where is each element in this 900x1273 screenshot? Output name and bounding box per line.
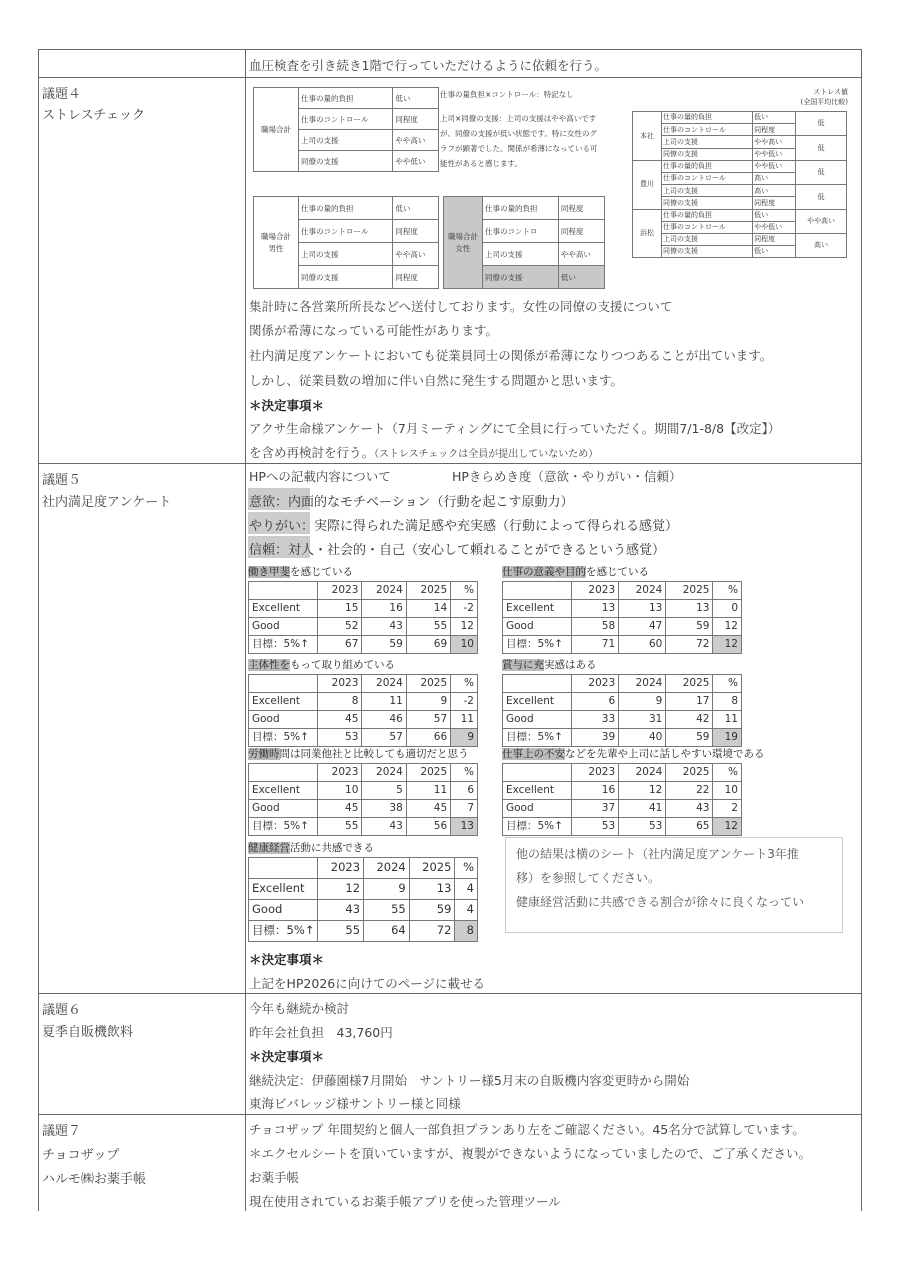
agenda5-sub: 社内満足度アンケート <box>42 495 172 510</box>
value-cell: 66 <box>406 729 450 747</box>
column-header: 2024 <box>619 764 666 782</box>
value-cell: 13 <box>619 600 666 618</box>
agenda4-p1: 集計時に各営業所所長などへ送付しております。女性の同僚の支援について <box>249 299 673 314</box>
stress-level: 低 <box>796 160 847 184</box>
cell: 低い <box>753 112 796 124</box>
cell: 同程度 <box>753 197 796 209</box>
value-cell: 57 <box>406 711 450 729</box>
rule-top <box>38 49 862 50</box>
value-cell: 11 <box>362 693 406 711</box>
agenda4-label: 議題４ <box>42 87 82 102</box>
row-label: 目標：5%↑ <box>503 636 572 654</box>
header-blank <box>249 858 318 879</box>
cell: 上司の支援 <box>483 243 559 266</box>
value-cell: 10 <box>318 782 362 800</box>
cell: 仕事のコントロ <box>483 220 559 243</box>
stress-branch-table <box>632 111 847 258</box>
title-highlight: 健康経営 <box>248 842 290 854</box>
value-cell: 45 <box>406 800 450 818</box>
value-cell: 71 <box>572 636 619 654</box>
cell: 同程度 <box>558 197 604 220</box>
cell: 上司の支援 <box>299 130 393 151</box>
row-label: Excellent <box>249 782 318 800</box>
value-cell: 43 <box>318 900 364 921</box>
agenda6-l1: 今年も継続か検討 <box>249 1001 350 1016</box>
row-label: Good <box>249 800 318 818</box>
column-header: 2024 <box>362 675 406 693</box>
header-line: (全国平均比較) <box>800 98 848 106</box>
cell: やや低い <box>753 160 796 172</box>
cell: 低い <box>753 209 796 221</box>
row-label: Excellent <box>249 693 318 711</box>
value-cell: 56 <box>406 818 450 836</box>
agenda7-sub1: チョコザップ <box>42 1148 120 1163</box>
value-cell: 13 <box>451 818 478 836</box>
column-header: % <box>713 764 742 782</box>
cell: やや高い <box>393 130 439 151</box>
value-cell: 33 <box>572 711 619 729</box>
value-cell: 72 <box>409 921 455 942</box>
value-cell: 53 <box>318 729 362 747</box>
note-line: 能性があると感じます。 <box>440 159 522 168</box>
value-cell: 72 <box>666 636 713 654</box>
title-rest: もって取り組めている <box>290 659 395 671</box>
stress-table-total <box>253 87 439 172</box>
value-cell: 46 <box>362 711 406 729</box>
label1: 職場合計 <box>448 231 478 241</box>
value-cell: 42 <box>666 711 713 729</box>
value-cell: 22 <box>666 782 713 800</box>
title-highlight: 主体性を <box>248 659 290 671</box>
cell: 同程度 <box>393 109 439 130</box>
value-cell: 53 <box>572 818 619 836</box>
rule-agenda5 <box>38 463 862 464</box>
column-header: 2023 <box>572 582 619 600</box>
agenda7-sub2: ハルモ㈱お薬手帳 <box>42 1172 147 1187</box>
column-header: 2024 <box>619 582 666 600</box>
female-label <box>444 197 483 289</box>
agenda4-d1: アクサ生命様アンケート（7月ミーティングにて全員に行っていただく。期間7/1-8/8【改定】） <box>249 421 781 436</box>
value-cell: 8 <box>713 693 742 711</box>
cell: やや低い <box>753 148 796 160</box>
column-header: 2025 <box>406 764 450 782</box>
cell: 仕事の量的負担 <box>662 112 753 124</box>
survey-table-title <box>248 657 395 672</box>
cell: やや高い <box>393 243 439 266</box>
row-label: Good <box>503 800 572 818</box>
cell: 同程度 <box>753 233 796 245</box>
column-header: 2025 <box>409 858 455 879</box>
value-cell: 55 <box>318 921 364 942</box>
cell: 仕事の量的負担 <box>662 209 753 221</box>
value-cell: 45 <box>318 800 362 818</box>
value-cell: 39 <box>572 729 619 747</box>
agenda6-l4: 東海ビバレッジ様サントリー様と同様 <box>249 1096 461 1111</box>
value-cell: 43 <box>362 818 406 836</box>
value-cell: 43 <box>362 618 406 636</box>
value-cell: 7 <box>451 800 478 818</box>
header-blank <box>503 764 572 782</box>
title-rest: 間は同業他社と比較しても適切だと思う <box>279 748 469 760</box>
column-header: 2023 <box>318 675 362 693</box>
cell: 仕事のコントロール <box>299 109 393 130</box>
value-cell: 12 <box>318 879 364 900</box>
survey-table <box>502 674 742 747</box>
title-rest: を感じている <box>290 566 353 578</box>
value-cell: 67 <box>318 636 362 654</box>
value-cell: 12 <box>713 818 742 836</box>
column-header: 2024 <box>364 858 410 879</box>
value-cell: 53 <box>619 818 666 836</box>
reward-line: やりがい：実際に得られた満足感や充実感（行動によって得られる感覚） <box>249 519 679 534</box>
total-label: 職場合計 <box>254 88 299 172</box>
cell: 同程度 <box>753 124 796 136</box>
value-cell: 13 <box>409 879 455 900</box>
value-cell: 11 <box>406 782 450 800</box>
row-label: Good <box>249 618 318 636</box>
value-cell: 41 <box>619 800 666 818</box>
note-line: 上司×同僚の支援：上司の支援はやや高いです <box>440 114 597 123</box>
survey-table-title <box>502 564 649 579</box>
box-line: 他の結果は横のシート（社内満足度アンケート3年推 <box>516 847 799 861</box>
survey-table-title <box>502 746 765 761</box>
title-highlight: 仕事上の不安 <box>502 748 565 760</box>
column-header: % <box>713 582 742 600</box>
title-rest: を感じている <box>586 566 649 578</box>
survey-table-title <box>248 746 469 761</box>
note-line: 仕事の量負担×コントロール：特記なし <box>440 90 574 99</box>
label2: 男性 <box>268 243 284 253</box>
value-cell: 55 <box>364 900 410 921</box>
cell: 仕事のコントロール <box>662 221 753 233</box>
row-label: 目標：5%↑ <box>503 818 572 836</box>
header-blank <box>503 675 572 693</box>
value-cell: 10 <box>451 636 478 654</box>
value-cell: 9 <box>364 879 410 900</box>
value-cell: 14 <box>406 600 450 618</box>
branch-name: 浜松 <box>633 209 662 258</box>
value-cell: 13 <box>572 600 619 618</box>
row-label: 目標：5%↑ <box>249 729 318 747</box>
cell: 仕事の量的負担 <box>299 88 393 109</box>
row-label: 目標：5%↑ <box>249 921 318 942</box>
value-cell: -2 <box>451 693 478 711</box>
d2-main: を含め再検討を行う。 <box>249 445 375 460</box>
column-header: 2025 <box>406 582 450 600</box>
row-label: 目標：5%↑ <box>503 729 572 747</box>
survey-table <box>502 763 742 836</box>
survey-table <box>248 674 478 747</box>
header-blank <box>249 582 318 600</box>
agenda4-p2: 関係が希薄になっている可能性があります。 <box>249 323 499 338</box>
row-label: Excellent <box>503 782 572 800</box>
header-blank <box>249 764 318 782</box>
stress-level: 低 <box>796 112 847 136</box>
column-header: 2025 <box>406 675 450 693</box>
hp-kirameki-heading: HPきらめき度（意欲・やりがい・信頼） <box>452 469 682 484</box>
cell: やや低い <box>393 151 439 172</box>
value-cell: 40 <box>619 729 666 747</box>
value-cell: 59 <box>409 900 455 921</box>
column-header: 2025 <box>666 675 713 693</box>
agenda4-p4: しかし、従業員数の増加に伴い自然に発生する問題かと思います。 <box>249 373 624 388</box>
agenda7-l1: チョコザップ 年間契約と個人一部負担プランあり左をご確認ください。45名分で試算しています。 <box>249 1122 805 1137</box>
header-blank <box>503 582 572 600</box>
survey-table-title <box>248 564 353 579</box>
value-cell: 69 <box>406 636 450 654</box>
cell: 高い <box>753 172 796 184</box>
title-highlight: 労働時 <box>248 748 280 760</box>
column-header: 2023 <box>318 582 362 600</box>
value-cell: 12 <box>451 618 478 636</box>
cell: 仕事の量的負担 <box>299 197 393 220</box>
value-cell: 43 <box>666 800 713 818</box>
value-cell: 13 <box>666 600 713 618</box>
row-label: 目標：5%↑ <box>249 818 318 836</box>
cell: 同程度 <box>558 220 604 243</box>
value-cell: 37 <box>572 800 619 818</box>
rule-mid <box>245 49 246 1211</box>
cell: 上司の支援 <box>662 185 753 197</box>
agenda7-l3: お薬手帳 <box>249 1170 300 1185</box>
column-header: 2025 <box>666 764 713 782</box>
value-cell: 2 <box>713 800 742 818</box>
value-cell: 6 <box>572 693 619 711</box>
value-cell: 19 <box>713 729 742 747</box>
value-cell: 16 <box>572 782 619 800</box>
cell: やや高い <box>753 136 796 148</box>
stress-level: 高い <box>796 233 847 257</box>
column-header: 2023 <box>572 764 619 782</box>
motivation-line: 意欲：内面的なモチベーション（行動を起こす原動力） <box>249 495 574 510</box>
agenda4-decision-label: ＊決定事項＊ <box>249 398 325 413</box>
label2: 女性 <box>455 243 471 253</box>
row-label: Good <box>503 711 572 729</box>
value-cell: 59 <box>666 618 713 636</box>
intro-line: 血圧検査を引き続き1階で行っていただけるように依頼を行う。 <box>249 58 607 73</box>
rule-left <box>38 49 39 1211</box>
cell: 同僚の支援 <box>299 151 393 172</box>
header-line: ストレス値 <box>813 88 848 96</box>
column-header: 2024 <box>362 582 406 600</box>
cell: 同僚の支援 <box>662 246 753 258</box>
row-label: Excellent <box>503 693 572 711</box>
stress-level: 低 <box>796 136 847 160</box>
value-cell: 11 <box>451 711 478 729</box>
value-cell: 55 <box>318 818 362 836</box>
rule-agenda6 <box>38 993 862 994</box>
agenda5-label: 議題５ <box>42 473 82 488</box>
value-cell: 0 <box>713 600 742 618</box>
header-blank <box>249 675 318 693</box>
value-cell: 15 <box>318 600 362 618</box>
stress-note <box>440 87 622 171</box>
rule-agenda4 <box>38 77 862 78</box>
value-cell: 52 <box>318 618 362 636</box>
value-cell: 10 <box>713 782 742 800</box>
hp-content-heading: HPへの記載内容について <box>249 469 391 484</box>
survey-table <box>248 857 478 942</box>
branch-name: 本社 <box>633 112 662 161</box>
title-rest: 実感はある <box>544 659 597 671</box>
row-label: Good <box>249 711 318 729</box>
cell: 同僚の支援 <box>299 266 393 289</box>
agenda6-l2: 昨年会社負担 43,760円 <box>249 1025 393 1040</box>
agenda4-p3: 社内満足度アンケートにおいても従業員同士の関係が希薄になりつつあることが出ています。 <box>249 348 773 363</box>
value-cell: 4 <box>455 879 478 900</box>
agenda7-l4: 現在使用されているお薬手帳アプリを使った管理ツール <box>249 1194 561 1209</box>
value-cell: 4 <box>455 900 478 921</box>
title-highlight: 働き甲斐 <box>248 566 290 578</box>
rule-right <box>861 49 862 1211</box>
cell: 低い <box>753 246 796 258</box>
agenda5-decision: 上記をHP2026に向けてのページに載せる <box>249 976 485 991</box>
cell: 仕事のコントロール <box>662 124 753 136</box>
other-results-box <box>505 837 843 933</box>
title-highlight: 仕事の意義や目的 <box>502 566 586 578</box>
value-cell: 8 <box>318 693 362 711</box>
cell: やや低い <box>753 221 796 233</box>
row-label: Excellent <box>503 600 572 618</box>
column-header: 2023 <box>318 858 364 879</box>
value-cell: 12 <box>713 618 742 636</box>
agenda4-d2 <box>249 443 598 461</box>
value-cell: 65 <box>666 818 713 836</box>
column-header: 2023 <box>572 675 619 693</box>
box-line: 移）を参照してください。 <box>516 871 661 885</box>
d2-small: （ストレスチェックは全員が提出していないため） <box>374 449 599 460</box>
trust-line: 信頼：対人・社会的・自己（安心して頼れることができるという感覚） <box>249 543 666 558</box>
cell: 仕事のコントロール <box>662 172 753 184</box>
value-cell: 60 <box>619 636 666 654</box>
value-cell: 17 <box>666 693 713 711</box>
value-cell: 8 <box>455 921 478 942</box>
agenda6-decision-label: ＊決定事項＊ <box>249 1049 325 1064</box>
agenda7-l2: ＊エクセルシートを頂いていますが、複製ができないようになっていましたので、ご了承ください。 <box>249 1146 811 1161</box>
row-label: 目標：5%↑ <box>249 636 318 654</box>
cell: 低い <box>393 88 439 109</box>
value-cell: 59 <box>362 636 406 654</box>
value-cell: 64 <box>364 921 410 942</box>
column-header: % <box>451 675 478 693</box>
agenda4-sub: ストレスチェック <box>42 108 145 123</box>
value-cell: 9 <box>406 693 450 711</box>
box-line: 健康経営活動に共感できる割合が徐々に良くなってい <box>516 895 805 909</box>
branch-name: 豊川 <box>633 160 662 209</box>
stress-table-male <box>253 196 439 289</box>
value-cell: 31 <box>619 711 666 729</box>
row-label: Excellent <box>249 600 318 618</box>
title-rest: 活動に共感できる <box>290 842 374 854</box>
value-cell: 57 <box>362 729 406 747</box>
column-header: 2024 <box>362 764 406 782</box>
row-label: Excellent <box>249 879 318 900</box>
stress-level: やや高い <box>796 209 847 233</box>
label1: 職場合計 <box>261 231 291 241</box>
column-header: 2024 <box>619 675 666 693</box>
column-header: % <box>451 582 478 600</box>
cell: 同僚の支援 <box>483 266 559 289</box>
value-cell: 12 <box>713 636 742 654</box>
value-cell: 38 <box>362 800 406 818</box>
value-cell: 16 <box>362 600 406 618</box>
survey-table-title <box>502 657 597 672</box>
column-header: % <box>713 675 742 693</box>
value-cell: 5 <box>362 782 406 800</box>
value-cell: 59 <box>666 729 713 747</box>
value-cell: -2 <box>451 600 478 618</box>
survey-table <box>248 581 478 654</box>
cell: 仕事のコントロール <box>299 220 393 243</box>
value-cell: 9 <box>451 729 478 747</box>
cell: 高い <box>753 185 796 197</box>
title-highlight: 賞与に充 <box>502 659 544 671</box>
cell: やや高い <box>558 243 604 266</box>
cell: 仕事の量的負担 <box>483 197 559 220</box>
cell: 同程度 <box>393 220 439 243</box>
title-rest: などを先輩や上司に話しやすい環境である <box>565 748 765 760</box>
value-cell: 45 <box>318 711 362 729</box>
cell: 上司の支援 <box>662 233 753 245</box>
agenda5-decision-label: ＊決定事項＊ <box>249 952 325 967</box>
column-header: % <box>455 858 478 879</box>
column-header: % <box>451 764 478 782</box>
note-line: が、同僚の支援が低い状態です。特に女性のグ <box>440 129 597 138</box>
survey-table-title <box>248 840 374 855</box>
agenda7-label: 議題７ <box>42 1124 82 1139</box>
value-cell: 11 <box>713 711 742 729</box>
value-cell: 55 <box>406 618 450 636</box>
male-label <box>254 197 299 289</box>
survey-table <box>248 763 478 836</box>
stress-level: 低 <box>796 185 847 209</box>
stress-table-female <box>443 196 605 289</box>
value-cell: 47 <box>619 618 666 636</box>
agenda6-label: 議題６ <box>42 1003 82 1018</box>
cell: 低い <box>558 266 604 289</box>
row-label: Good <box>249 900 318 921</box>
stress-value-header <box>790 87 848 107</box>
value-cell: 12 <box>619 782 666 800</box>
cell: 低い <box>393 197 439 220</box>
note-line: ラフが顕著でした。関係が希薄になっている可 <box>440 144 598 153</box>
cell: 仕事の量的負担 <box>662 160 753 172</box>
agenda6-sub: 夏季自販機飲料 <box>42 1025 134 1040</box>
cell: 同程度 <box>393 266 439 289</box>
value-cell: 58 <box>572 618 619 636</box>
agenda6-l3: 継続決定：伊藤園様7月開始 サントリー様5月末の自販機内容変更時から開始 <box>249 1073 690 1088</box>
value-cell: 9 <box>619 693 666 711</box>
cell: 上司の支援 <box>299 243 393 266</box>
column-header: 2025 <box>666 582 713 600</box>
cell: 同僚の支援 <box>662 148 753 160</box>
cell: 上司の支援 <box>662 136 753 148</box>
value-cell: 6 <box>451 782 478 800</box>
column-header: 2023 <box>318 764 362 782</box>
survey-table <box>502 581 742 654</box>
row-label: Good <box>503 618 572 636</box>
rule-agenda7 <box>38 1114 862 1115</box>
cell: 同僚の支援 <box>662 197 753 209</box>
